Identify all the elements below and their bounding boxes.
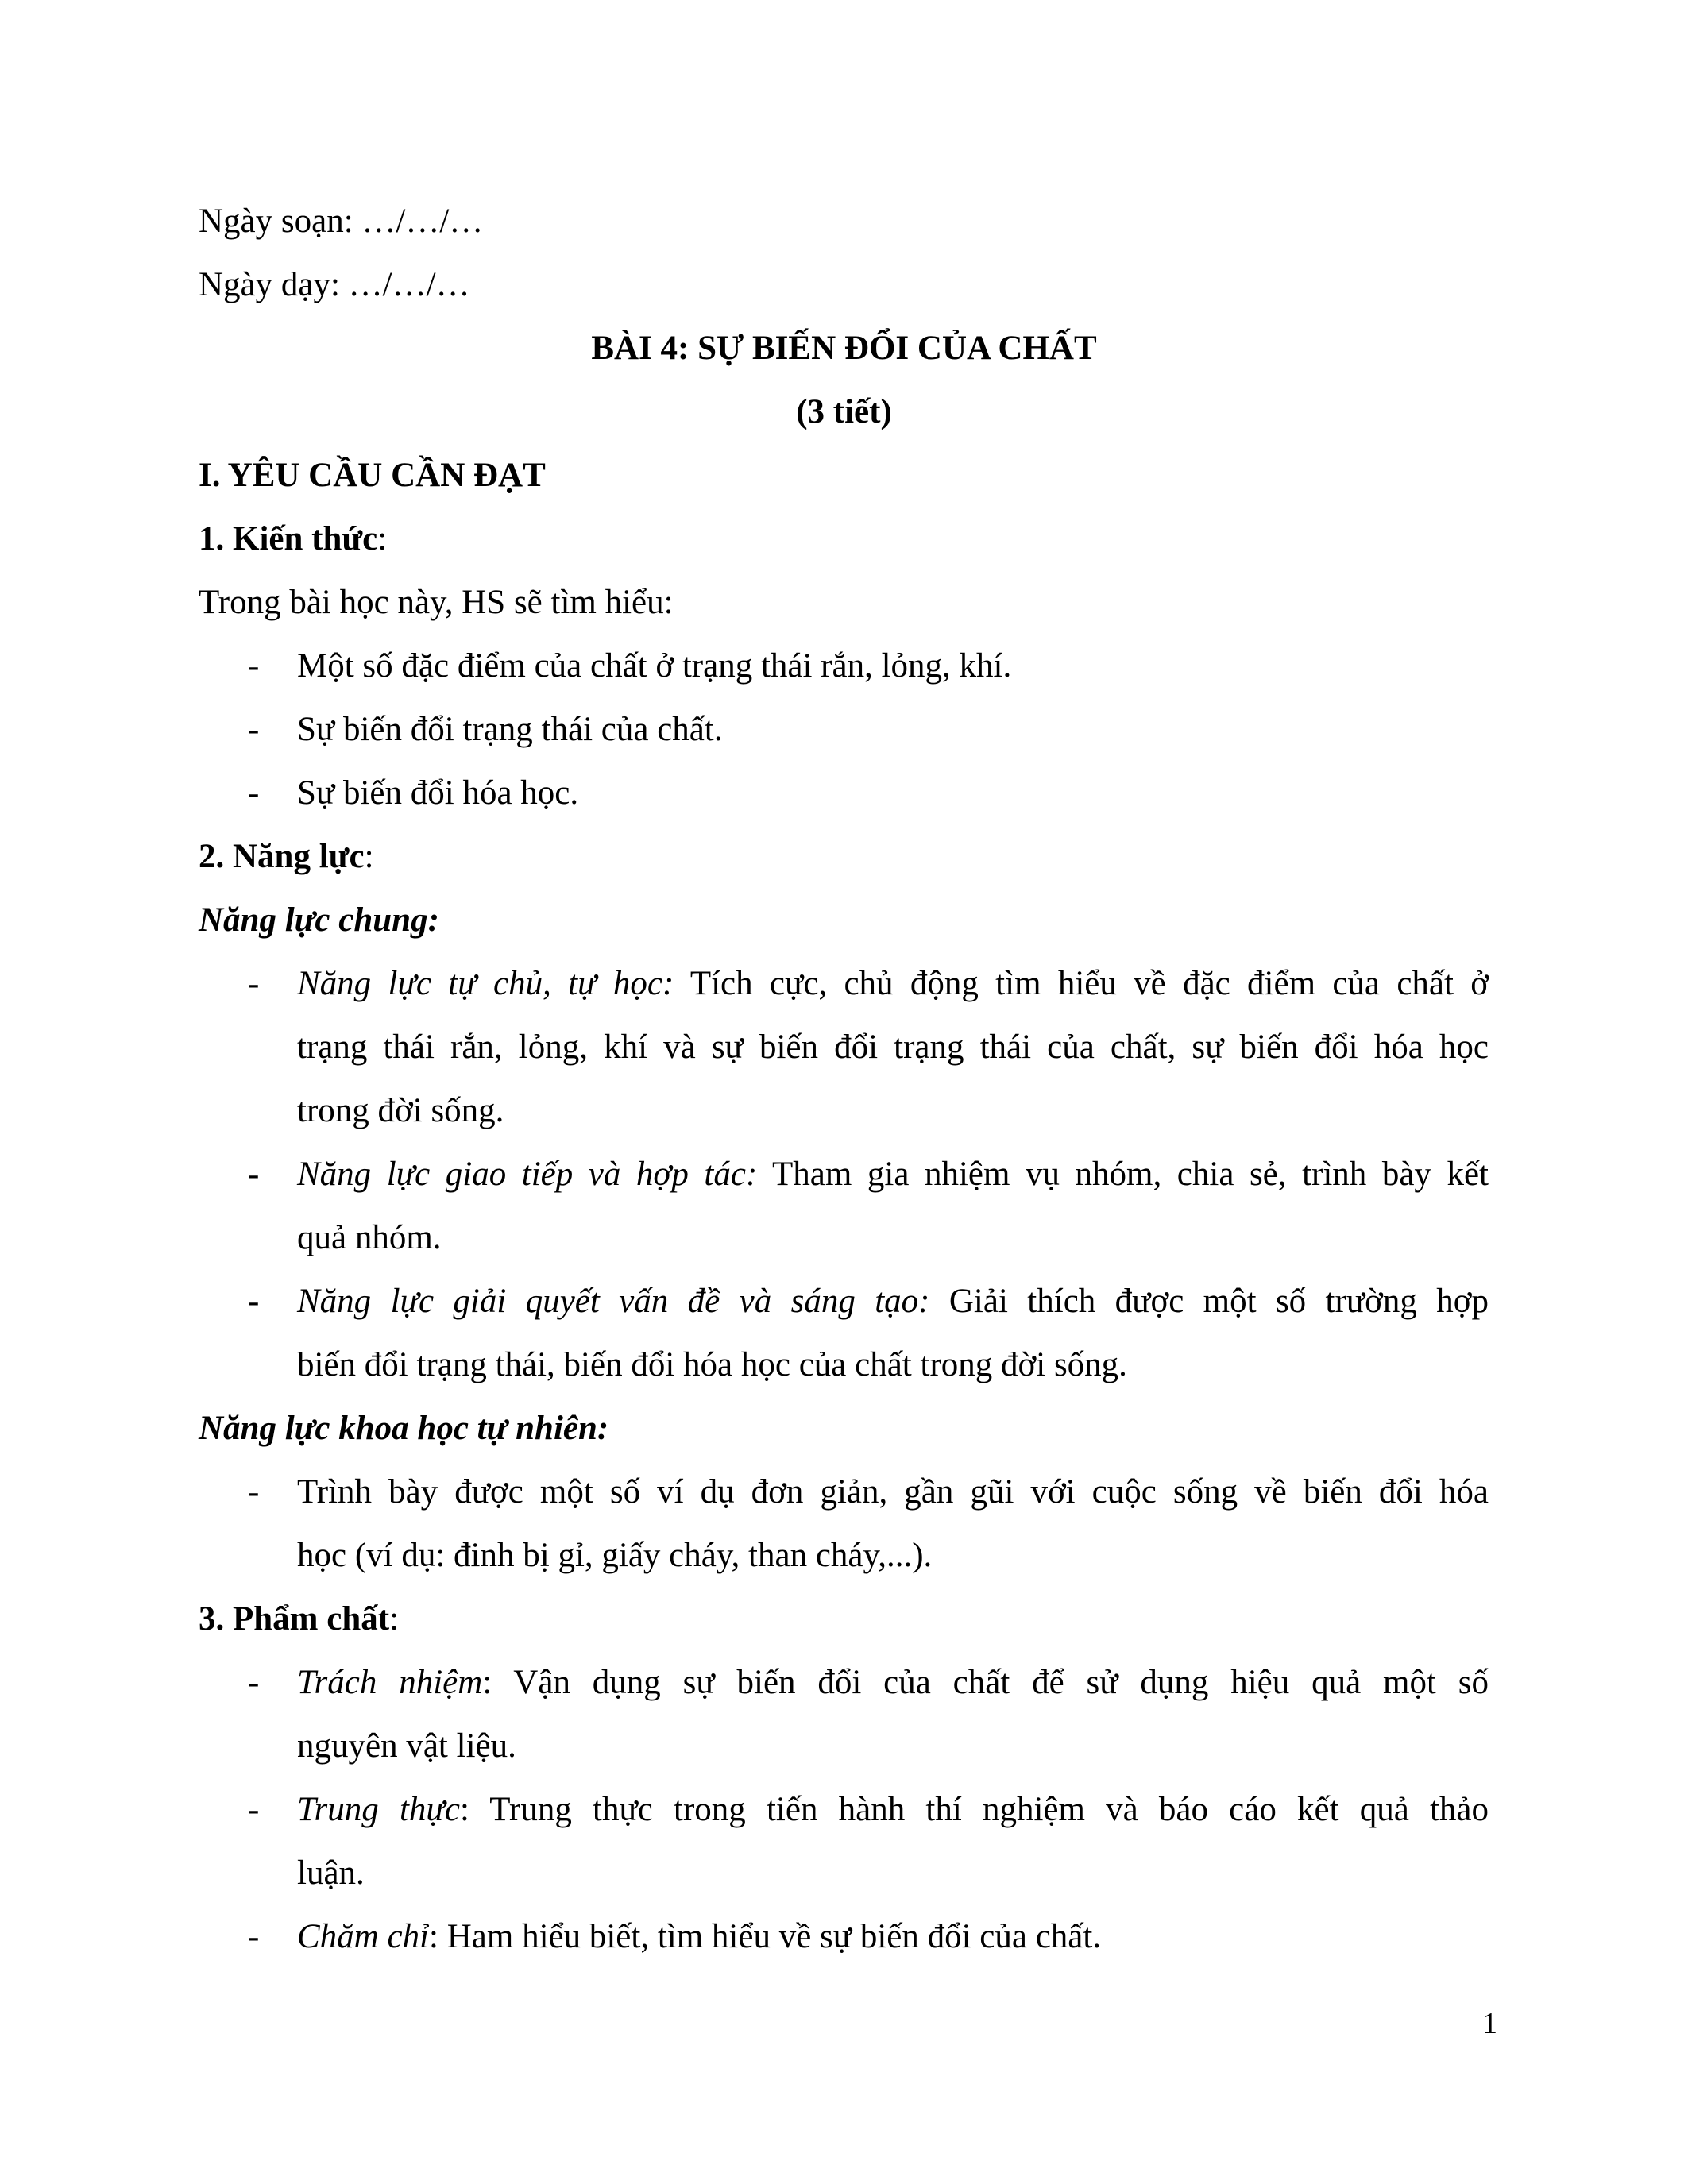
lesson-title: BÀI 4: SỰ BIẾN ĐỔI CỦA CHẤT	[591, 330, 1097, 367]
quality-item-line: Trách nhiệm: Vận dụng sự biến đổi của chất để sử dụng hiệu quả một số	[297, 1664, 1489, 1701]
bullet-dash: -	[248, 774, 260, 812]
knowledge-item: Sự biến đổi hóa học.	[297, 774, 579, 812]
teach-date: Ngày dạy: …/…/…	[199, 266, 470, 303]
prep-date: Ngày soạn: …/…/…	[199, 203, 484, 240]
section-heading: I. YÊU CẦU CẦN ĐẠT	[199, 457, 546, 494]
page-number: 1	[1482, 2007, 1497, 2040]
bullet-dash: -	[248, 711, 260, 748]
bullet-dash: -	[248, 1473, 260, 1511]
general-item-line: Năng lực tự chủ, tự học: Tích cực, chủ động tìm hiểu về đặc điểm của chất ở	[297, 965, 1489, 1002]
qualities-heading: 3. Phẩm chất:	[199, 1600, 400, 1638]
general-item-line: Năng lực giải quyết vấn đề và sáng tạo: Giải thích được một số trường hợp	[297, 1283, 1489, 1320]
knowledge-heading: 1. Kiến thức:	[199, 520, 388, 558]
knowledge-intro: Trong bài học này, HS sẽ tìm hiểu:	[199, 584, 674, 621]
bullet-dash: -	[248, 1791, 260, 1828]
science-item-line: Trình bày được một số ví dụ đơn giản, gần gũi với cuộc sống về biến đổi hóa	[297, 1473, 1489, 1511]
knowledge-item: Sự biến đổi trạng thái của chất.	[297, 711, 723, 748]
general-item-line: trạng thái rắn, lỏng, khí và sự biến đổi trạng thái của chất, sự biến đổi hóa học	[297, 1028, 1489, 1066]
general-item-line: trong đời sống.	[297, 1092, 504, 1129]
bullet-dash: -	[248, 965, 260, 1002]
knowledge-item: Một số đặc điểm của chất ở trạng thái rắn, lỏng, khí.	[297, 647, 1012, 685]
bullet-dash: -	[248, 1156, 260, 1193]
general-item-line: quả nhóm.	[297, 1219, 442, 1256]
bullet-dash: -	[248, 1283, 260, 1320]
bullet-dash: -	[248, 647, 260, 685]
science-competence-heading: Năng lực khoa học tự nhiên:	[199, 1410, 609, 1447]
quality-item-line: nguyên vật liệu.	[297, 1727, 516, 1765]
bullet-dash: -	[248, 1918, 260, 1955]
bullet-dash: -	[248, 1664, 260, 1701]
quality-item-line: Trung thực: Trung thực trong tiến hành thí nghiệm và báo cáo kết quả thảo	[297, 1791, 1489, 1828]
competence-heading: 2. Năng lực:	[199, 838, 374, 875]
general-competence-heading: Năng lực chung:	[199, 901, 439, 939]
general-item-line: biến đổi trạng thái, biến đổi hóa học của chất trong đời sống.	[297, 1346, 1127, 1383]
science-item-line: học (ví dụ: đinh bị gỉ, giấy cháy, than cháy,...).	[297, 1537, 933, 1574]
quality-item-line: luận.	[297, 1854, 365, 1892]
lesson-duration: (3 tiết)	[796, 393, 892, 430]
general-item-line: Năng lực giao tiếp và hợp tác: Tham gia nhiệm vụ nhóm, chia sẻ, trình bày kết	[297, 1156, 1489, 1193]
quality-item-line: Chăm chỉ: Ham hiểu biết, tìm hiểu về sự biến đổi của chất.	[297, 1918, 1102, 1955]
